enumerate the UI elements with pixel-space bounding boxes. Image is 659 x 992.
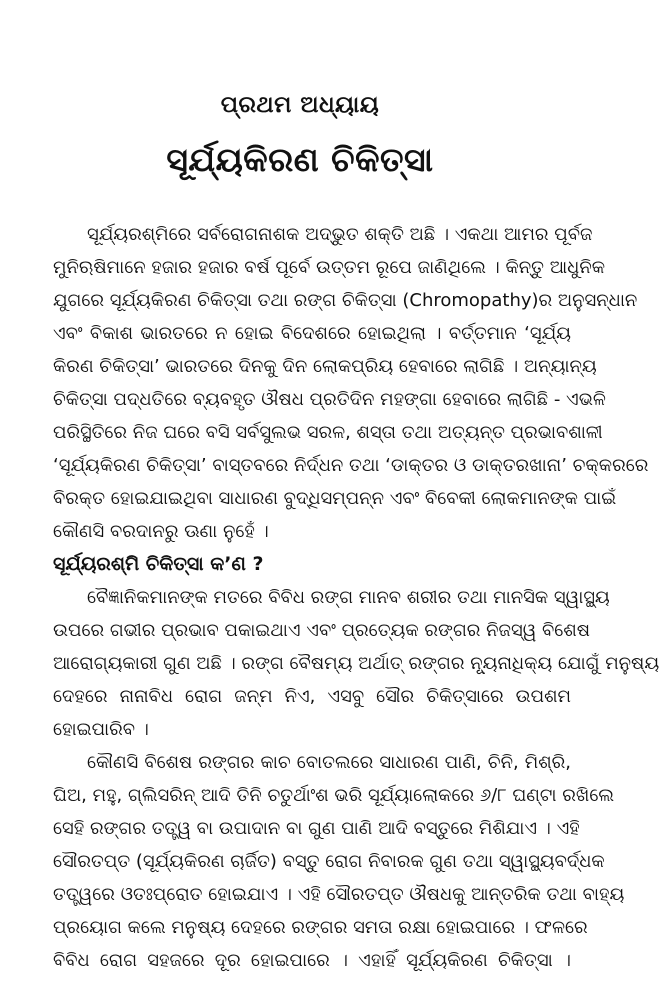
paragraph1-line: ବିରକ୍ତ ହୋଇଯାଇଥିବା ସାଧାରଣ ବୁଦ୍ଧିସମ୍ପନ୍ନ ଏବଂ ବିବେକୀ ଲୋକମାନଙ୍କ ପାଇଁ: [53, 488, 617, 509]
paragraph2-line: ଆରୋଗ୍ୟକାରୀ ଗୁଣ ଅଛି । ରଙ୍ଗ ବୈଷମ୍ୟ ଅର୍ଥାତ୍ ରଙ୍ଗର ନ୍ୟୂନାଧିକ୍ୟ ଯୋଗୁଁ ମନୁଷ୍ୟ: [53, 653, 659, 674]
paragraph1-line: ‘ସୂର୍ଯ୍ୟକିରଣ ଚିକିତ୍ସା’ ବାସ୍ତବରେ ନିର୍ଦ୍ଧନ ତଥା ‘ଡାକ୍ତର ଓ ଡାକ୍ତରଖାନା’ ଚକ୍କରରେ: [53, 455, 649, 476]
paragraph2-line: ବୈଜ୍ଞାନିକମାନଙ୍କ ମତରେ ବିବିଧ ରଙ୍ଗ ମାନବ ଶରୀର ତଥା ମାନସିକ ସ୍ୱାସ୍ଥ୍ୟ: [87, 587, 610, 608]
paragraph1-line: ସୂର୍ଯ୍ୟରଶ୍ମିରେ ସର୍ବରୋଗନାଶକ ଅଦ୍ଭୁତ ଶକ୍ତି ଅଛି । ଏକଥା ଆମର ପୂର୍ବଜ: [87, 224, 593, 245]
paragraph1-line: ଚିକିତ୍ସା ପଦ୍ଧତିରେ ବ୍ୟବହୃତ ଔଷଧ ପ୍ରତିଦିନ ମହଙ୍ଗା ହେବାରେ ଲାଗିଛି - ଏଭଳି: [53, 389, 606, 410]
body-text: [53, 218, 659, 977]
paragraph1-line: ପରିସ୍ଥିତିରେ ନିଜ ଘରେ ବସି ସର୍ବସୁଲଭ ସରଳ, ଶସ୍ତା ତଥା ଅତ୍ୟନ୍ତ ପ୍ରଭାବଶାଳୀ: [53, 422, 603, 443]
paragraph1-line: କୌଣସି ବରଦାନରୁ ଊଣା ନୁହେଁ ।: [53, 521, 269, 542]
paragraph3-line: ଘିଅ, ମହୁ, ଗ୍ଲିସରିନ୍ ଆଦି ତିନି ଚତୁର୍ଥାଂଶ ଭରି ସୂର୍ଯ୍ୟାଲୋକରେ ୬/୮ ଘଣ୍ଟା ରଖିଲେ: [53, 785, 614, 806]
paragraph2-line: ଉପରେ ଗଭୀର ପ୍ରଭାବ ପକାଇଥାଏ ଏବଂ ପ୍ରତ୍ୟେକ ରଙ୍ଗର ନିଜସ୍ୱ ବିଶେଷ: [53, 620, 590, 641]
paragraph1-line: ଯୁଗରେ ସୂର୍ଯ୍ୟକିରଣ ଚିକିତ୍ସା ତଥା ରଙ୍ଗ ଚିକିତ୍ସା (Chromopathy)ର ଅନୁସନ୍ଧାନ: [53, 290, 638, 311]
chapter-label: ପ୍ରଥମ ଅଧ୍ୟାୟ: [220, 92, 380, 118]
section-heading: ସୂର୍ଯ୍ୟରଶ୍ମି ଚିକିତ୍ସା କ’ଣ ?: [53, 553, 264, 575]
paragraph3-line: ତତ୍ତ୍ୱରେ ଓତଃପ୍ରୋତ ହୋଇଯାଏ । ଏହି ସୌରତପ୍ତ ଔଷଧକୁ ଆନ୍ତରିକ ତଥା ବାହ୍ୟ: [53, 884, 625, 905]
paragraph3-line: ସେହି ରଙ୍ଗର ତତ୍ତ୍ୱ ବା ଉପାଦାନ ବା ଗୁଣ ପାଣି ଆଦି ବସ୍ତୁରେ ମିଶିଯାଏ । ଏହି: [53, 818, 580, 839]
paragraph2-line: ହୋଇପାରିବ ।: [53, 719, 149, 740]
paragraph3-line: କୌଣସି ବିଶେଷ ରଙ୍ଗର କାଚ ବୋତଲରେ ସାଧାରଣ ପାଣି, ଚିନି, ମିଶ୍ରି,: [87, 752, 571, 773]
paragraph1-line: ଏବଂ ବିକାଶ ଭାରତରେ ନ ହୋଇ ବିଦେଶରେ ହୋଇଥିଲା । ବର୍ତ୍ତମାନ ‘ସୂର୍ଯ୍ୟ: [53, 323, 571, 344]
paragraph3-line: ପ୍ରୟୋଗ କଲେ ମନୁଷ୍ୟ ଦେହରେ ରଙ୍ଗର ସମତା ରକ୍ଷା ହୋଇପାରେ । ଫଳରେ: [53, 917, 588, 938]
chapter-title: ସୂର୍ଯ୍ୟକିରଣ ଚିକିତ୍ସା: [166, 140, 434, 179]
paragraph2-line: ଦେହରେ ନାନାବିଧ ରୋଗ ଜନ୍ମ ନିଏ, ଏସବୁ ସୌର ଚିକିତ୍ସାରେ ଉପଶମ: [53, 686, 571, 707]
paragraph3-line: ସୌରତପ୍ତ (ସୂର୍ଯ୍ୟକିରଣ ଚାର୍ଜିତ) ବସ୍ତୁ ରୋଗ ନିବାରକ ଗୁଣ ତଥା ସ୍ୱାସ୍ଥ୍ୟବର୍ଦ୍ଧକ: [53, 851, 605, 872]
paragraph3-line: ବିବିଧ ରୋଗ ସହଜରେ ଦୂର ହୋଇପାରେ । ଏହାହିଁ ସୂର୍ଯ୍ୟକିରଣ ଚିକିତ୍ସା ।: [53, 950, 571, 971]
paragraph1-line: ମୁନିଋଷିମାନେ ହଜାର ହଜାର ବର୍ଷ ପୂର୍ବେ ଉତ୍ତମ ରୂପେ ଜାଣିଥିଲେ । କିନ୍ତୁ ଆଧୁନିକ: [53, 257, 606, 278]
paragraph1-line: କିରଣ ଚିକିତ୍ସା’ ଭାରତରେ ଦିନକୁ ଦିନ ଲୋକପ୍ରିୟ ହେବାରେ ଲାଗିଛି । ଅନ୍ୟାନ୍ୟ: [53, 356, 597, 377]
